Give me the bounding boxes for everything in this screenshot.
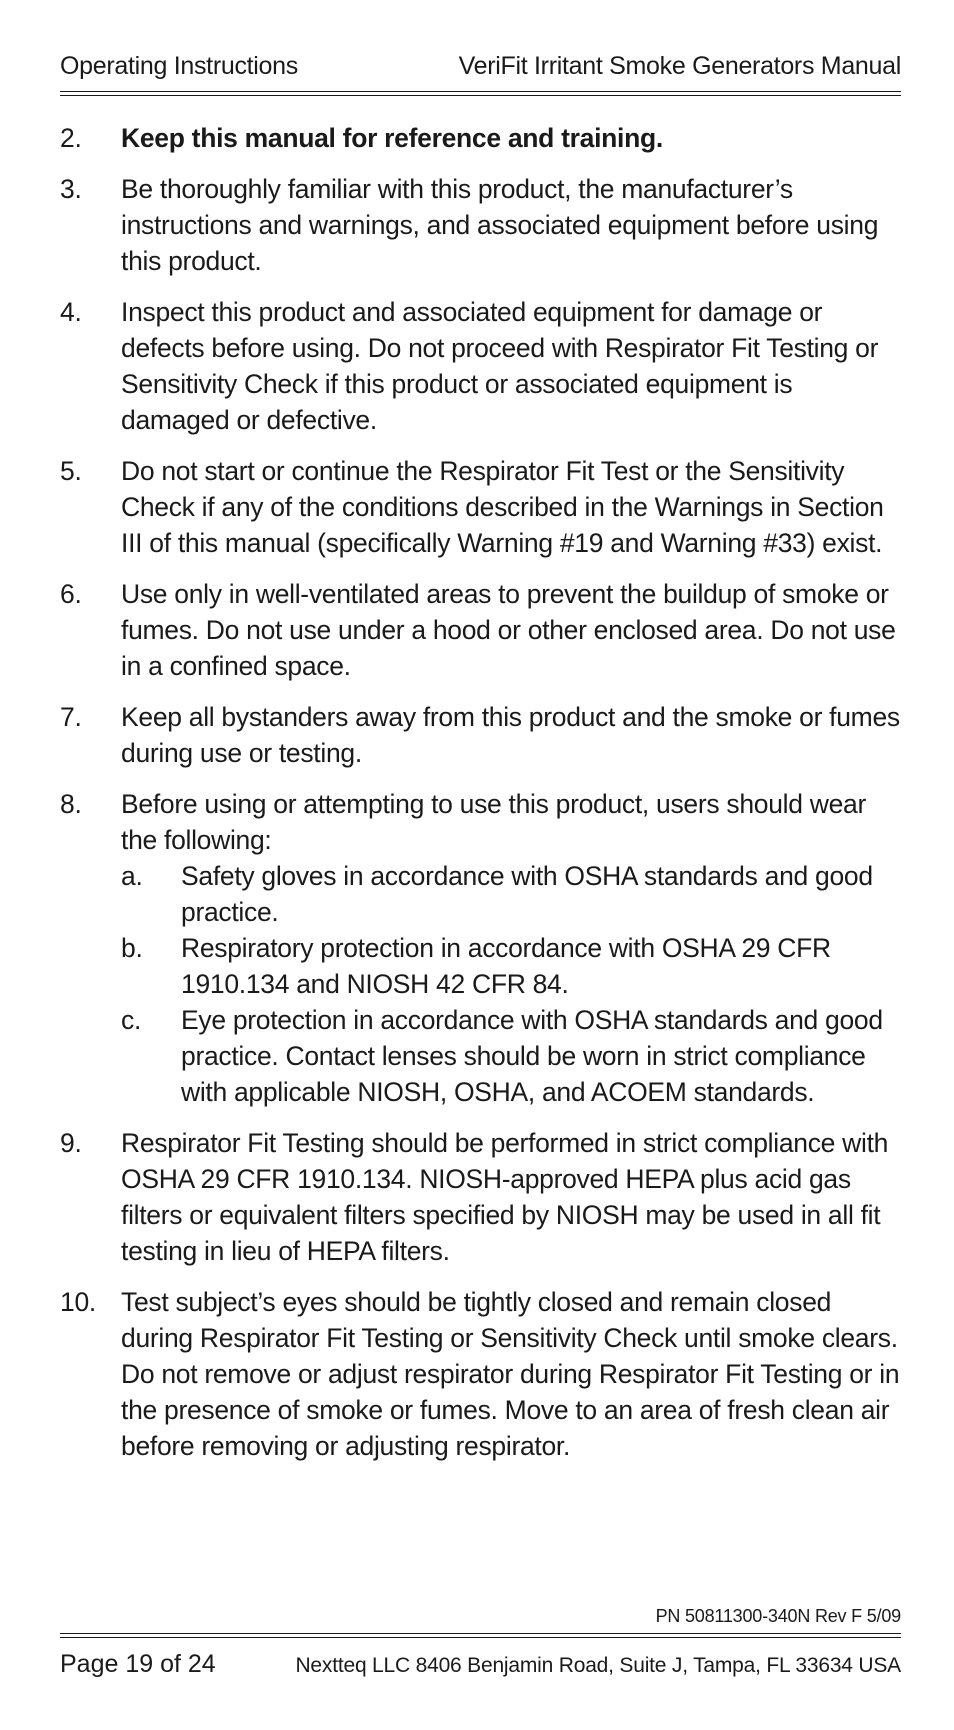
- list-item: [60, 576, 904, 684]
- item-body: [121, 786, 904, 1110]
- sub-list-item: [121, 1002, 904, 1110]
- sub-item-letter: a.: [121, 861, 143, 891]
- list-item: [60, 786, 904, 1110]
- page-footer: [60, 1650, 901, 1679]
- sub-list-item: [121, 858, 904, 930]
- item-text: Do not start or continue the Respirator Fit Test or the Sensitivity Check if any of the conditions described in the Warnings in Section III of this manual (specifically Warning #19 and Warning #33) exist.: [121, 456, 884, 558]
- item-text: Use only in well-ventilated areas to prevent the buildup of smoke or fumes. Do not use under a hood or other enclosed area. Do not use in a confined space.: [121, 579, 896, 681]
- company-address: Nextteq LLC 8406 Benjamin Road, Suite J, Tampa, FL 33634 USA: [295, 1654, 901, 1677]
- sub-list-item: [121, 930, 904, 1002]
- item-text: Be thoroughly familiar with this product, the manufacturer’s instructions and warnings, and associated equipment before using this product.: [121, 174, 879, 276]
- item-text: Test subject’s eyes should be tightly closed and remain closed during Respirator Fit Testing or Sensitivity Check until smoke clears. Do not remove or adjust respirator during Respirator Fit Testing or in the presence of smoke or fumes. Move to an area of fresh clean air before removing or adjusting respirator.: [121, 1287, 900, 1461]
- sub-item-letter: b.: [121, 933, 143, 963]
- item-text: Respirator Fit Testing should be performed in strict compliance with OSHA 29 CFR 1910.134. NIOSH-approved HEPA plus acid gas filters or equivalent filters specified by NIOSH may be used in all fit testing in lieu of HEPA filters.: [121, 1128, 889, 1266]
- list-item: [60, 453, 904, 561]
- sub-item-letter: c.: [121, 1005, 142, 1035]
- header-manual-title: VeriFit Irritant Smoke Generators Manual: [458, 52, 901, 80]
- item-text: Keep all bystanders away from this product and the smoke or fumes during use or testing.: [121, 702, 900, 768]
- page-header: [60, 52, 901, 81]
- item-text: Inspect this product and associated equipment for damage or defects before using. Do not proceed with Respirator Fit Testing or Sensitivity Check if this product or associated equipment is damaged or defective.: [121, 297, 879, 435]
- sub-item-text: Safety gloves in accordance with OSHA standards and good practice.: [181, 861, 873, 927]
- sub-item-text: Respiratory protection in accordance with OSHA 29 CFR 1910.134 and NIOSH 42 CFR 84.: [181, 933, 831, 999]
- list-item: [60, 171, 904, 279]
- item-number: 2.: [60, 123, 82, 153]
- part-number: PN 50811300-340N Rev F 5/09: [655, 1606, 901, 1626]
- sub-item-text: Eye protection in accordance with OSHA standards and good practice. Contact lenses should be worn in strict compliance with applicable NIOSH, OSHA, and ACOEM standards.: [181, 1005, 883, 1107]
- item-number: 4.: [60, 297, 82, 327]
- item-number: 6.: [60, 579, 82, 609]
- item-number: 8.: [60, 789, 82, 819]
- footer-double-rule: [60, 1633, 901, 1638]
- list-item: [60, 1125, 904, 1269]
- list-item: [60, 699, 904, 771]
- item-number: 9.: [60, 1128, 82, 1158]
- header-double-rule: [60, 91, 901, 96]
- list-item: [60, 120, 904, 156]
- page-number: Page 19 of 24: [60, 1650, 216, 1678]
- header-section-title: Operating Instructions: [60, 52, 298, 80]
- item-number: 3.: [60, 174, 82, 204]
- list-item: [60, 1284, 904, 1464]
- item-text: Keep this manual for reference and training.: [121, 123, 663, 153]
- item-text: Before using or attempting to use this product, users should wear the following:: [121, 789, 867, 855]
- list-item: [60, 294, 904, 438]
- item-number: 7.: [60, 702, 82, 732]
- item-number: 10.: [60, 1287, 96, 1317]
- item-number: 5.: [60, 456, 82, 486]
- instruction-list: [60, 120, 904, 1479]
